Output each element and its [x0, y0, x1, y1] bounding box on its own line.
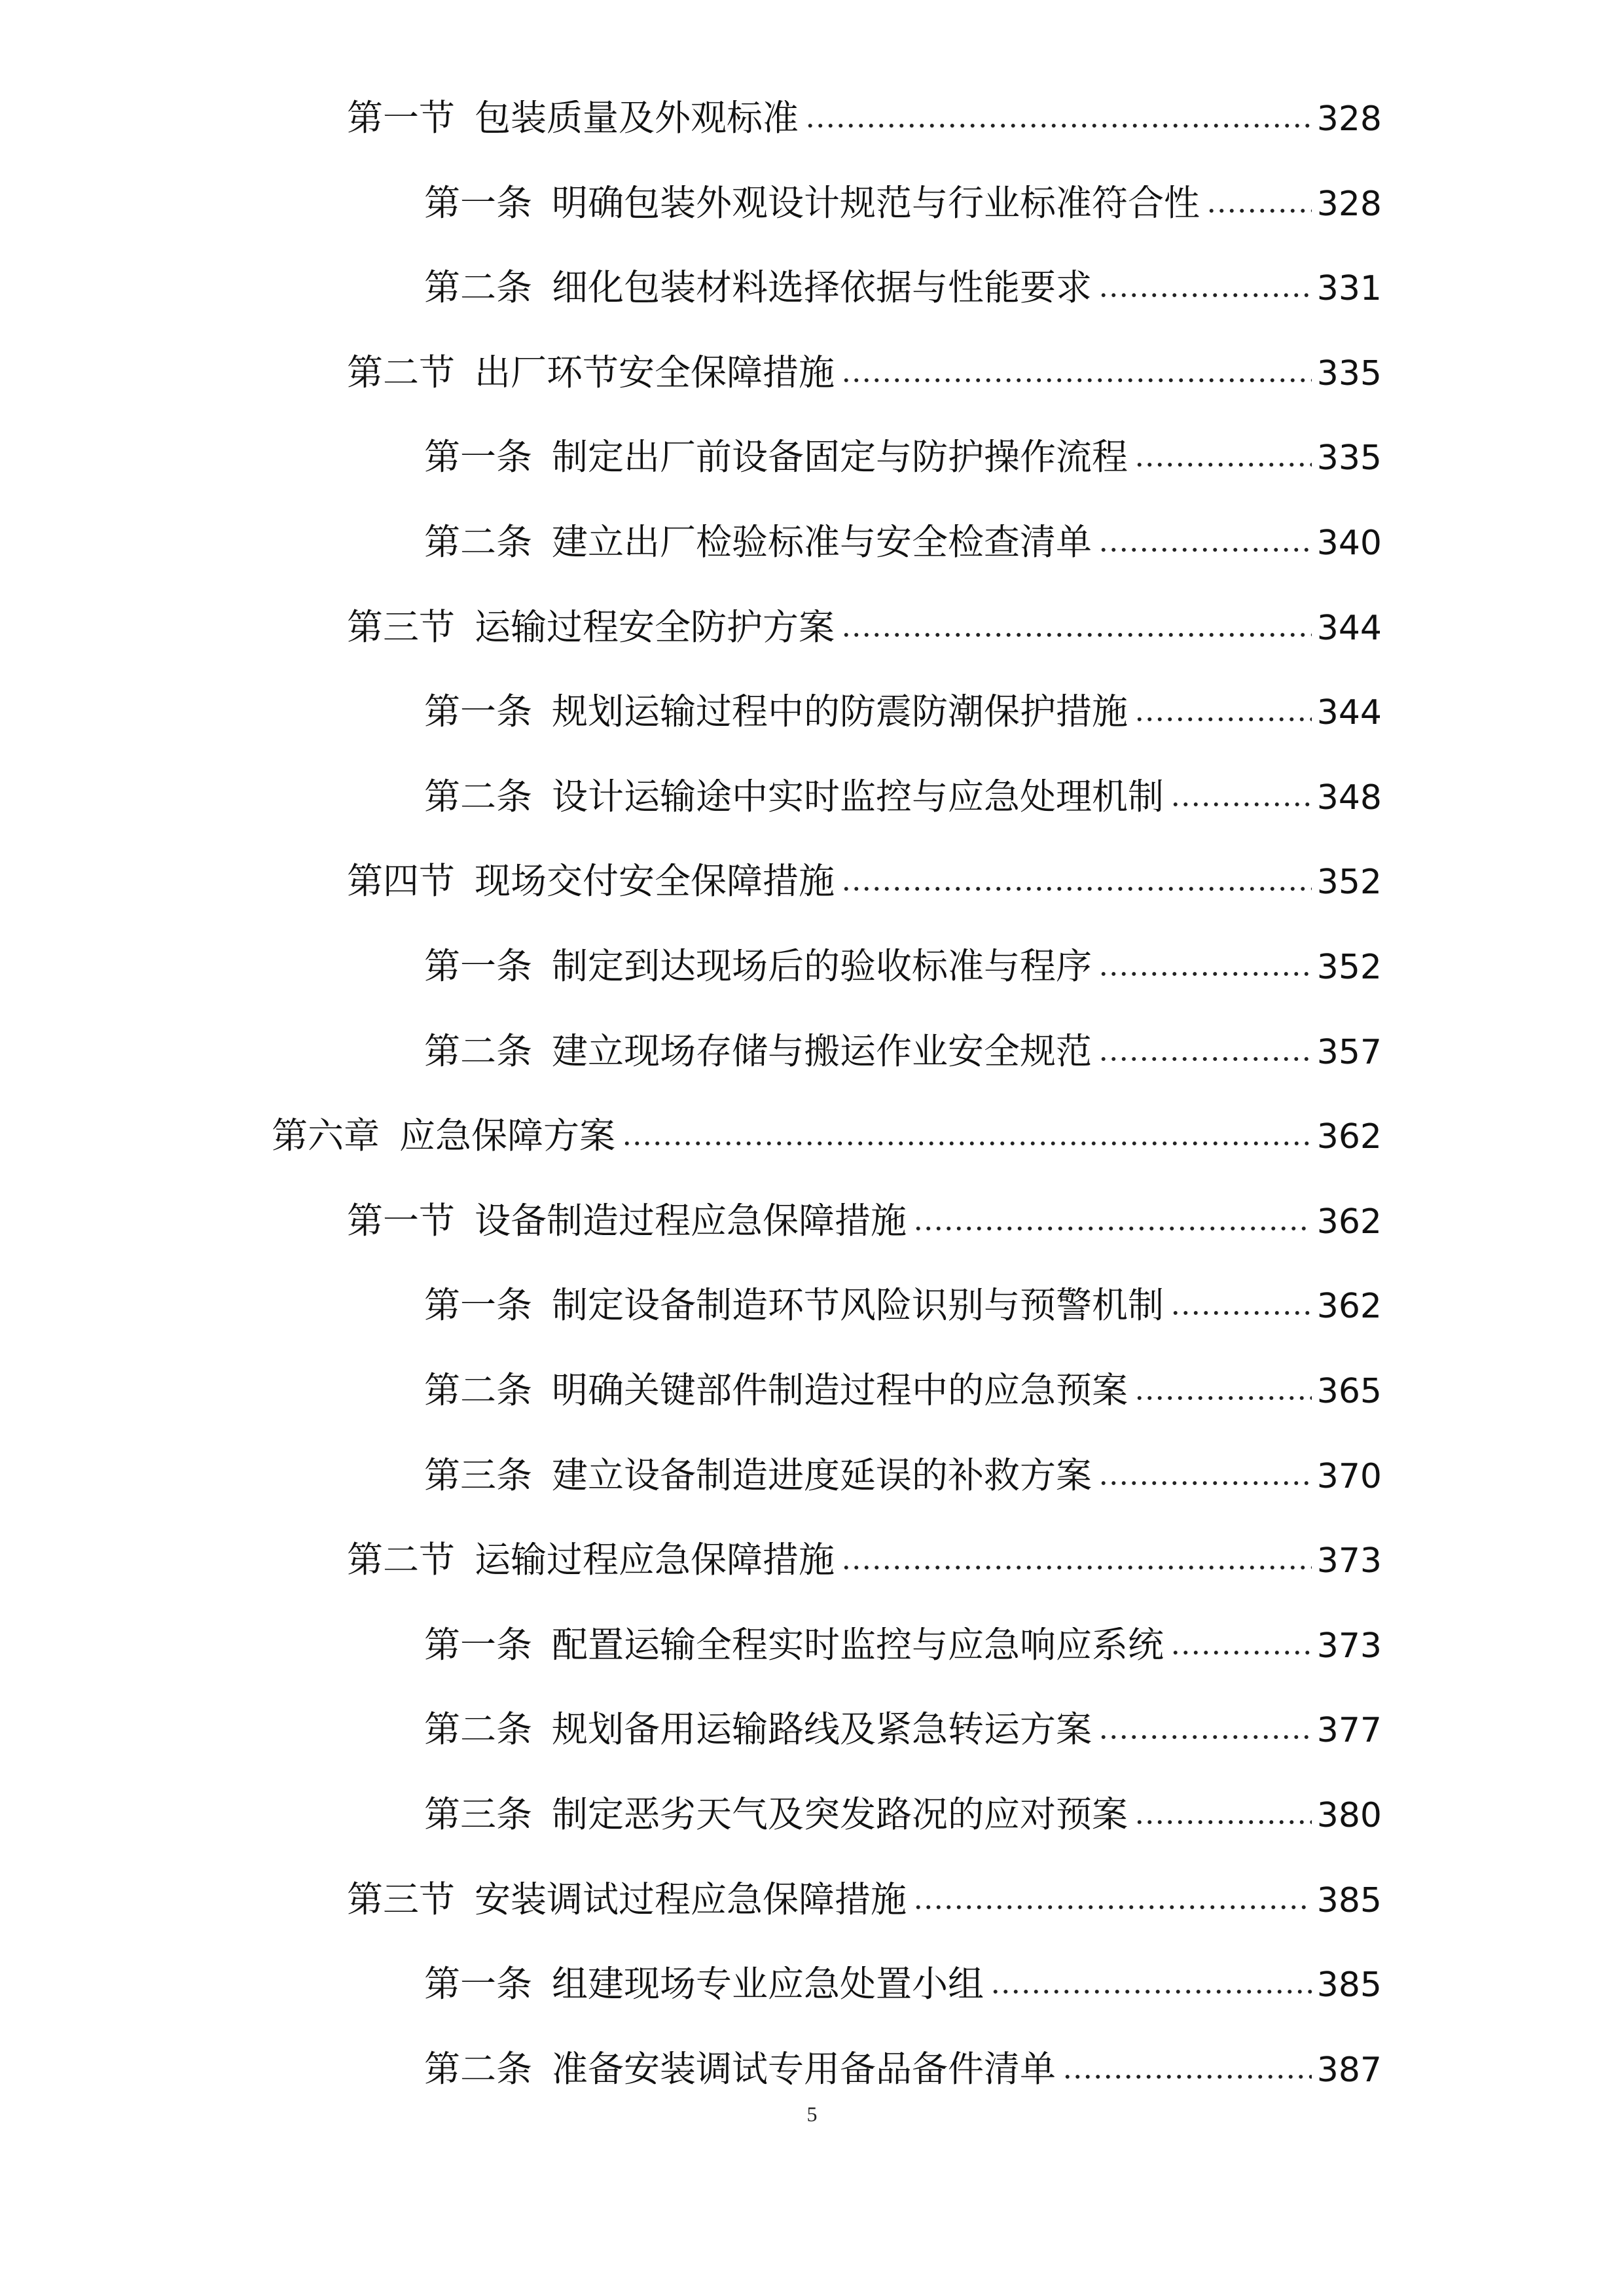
- toc-dot-leader: [841, 886, 1312, 891]
- toc-entry[interactable]: [0, 925, 1382, 984]
- toc-entry-label: 第一条: [424, 1963, 533, 2002]
- toc-entry-label: 第二条: [424, 776, 533, 815]
- toc-entry[interactable]: [0, 416, 1382, 475]
- toc-dot-leader: [1098, 971, 1312, 977]
- toc-dot-leader: [805, 123, 1312, 128]
- toc-entry-label: 第一条: [424, 691, 533, 730]
- toc-entry-title: 配置运输全程实时监控与应急响应系统: [552, 1627, 1164, 1663]
- toc-entry-page: 357: [1316, 1033, 1382, 1069]
- toc-entry-title: 安装调试过程应急保障措施: [475, 1882, 907, 1918]
- toc-entry-title: 规划备用运输路线及紧急转运方案: [552, 1712, 1092, 1748]
- toc-entry-title: 应急保障方案: [399, 1118, 616, 1154]
- toc-entry[interactable]: [0, 1943, 1382, 2002]
- toc-entry[interactable]: [0, 671, 1382, 730]
- toc-entry-page: 385: [1316, 1965, 1382, 2002]
- toc-entry-title: 运输过程安全防护方案: [475, 609, 835, 645]
- toc-entry-label: 第二条: [424, 2048, 533, 2087]
- toc-entry[interactable]: [0, 162, 1382, 221]
- toc-dot-leader: [1098, 293, 1312, 298]
- toc-entry-label: 第三条: [424, 1454, 533, 1494]
- toc-entry-title: 设计运输途中实时监控与应急处理机制: [552, 779, 1164, 815]
- toc-entry[interactable]: [0, 756, 1382, 815]
- toc-entry-page: 348: [1316, 778, 1382, 815]
- toc-entry[interactable]: [0, 1265, 1382, 1323]
- toc-entry-label: 第三节: [347, 1878, 456, 1918]
- toc-entry-page: 387: [1316, 2051, 1382, 2087]
- toc-entry-page: 380: [1316, 1796, 1382, 1833]
- toc-entry-page: 385: [1316, 1881, 1382, 1918]
- toc-entry-label: 第二条: [424, 1369, 533, 1408]
- toc-dot-leader: [990, 1989, 1312, 1994]
- toc-entry[interactable]: [0, 247, 1382, 306]
- toc-entry-title: 细化包装材料选择依据与性能要求: [552, 270, 1092, 306]
- toc-entry-title: 建立出厂检验标准与安全检查清单: [552, 524, 1092, 560]
- toc-dot-leader: [1134, 462, 1312, 467]
- toc-entry-page: 352: [1316, 948, 1382, 984]
- toc-dot-leader: [1098, 1056, 1312, 1062]
- toc-dot-leader: [1098, 1480, 1312, 1486]
- toc-entry[interactable]: [0, 1435, 1382, 1494]
- toc-entry-title: 包装质量及外观标准: [475, 100, 799, 136]
- toc-entry-label: 第一条: [424, 182, 533, 221]
- toc-dot-leader: [1206, 208, 1312, 213]
- toc-entry-title: 建立设备制造进度延误的补救方案: [552, 1458, 1092, 1494]
- toc-entry-label: 第一节: [347, 1200, 456, 1239]
- toc-dot-leader: [1170, 1650, 1312, 1655]
- toc-entry-title: 出厂环节安全保障措施: [475, 355, 835, 391]
- toc-entry[interactable]: [0, 2028, 1382, 2087]
- toc-dot-leader: [1170, 1310, 1312, 1316]
- toc-dot-leader: [913, 1226, 1312, 1231]
- toc-entry-page: 362: [1316, 1202, 1382, 1239]
- toc-entry-label: 第三条: [424, 1793, 533, 1833]
- toc-entry[interactable]: [0, 1095, 1382, 1154]
- toc-dot-leader: [1062, 2074, 1312, 2079]
- toc-entry-page: 344: [1316, 693, 1382, 730]
- toc-entry-title: 明确关键部件制造过程中的应急预案: [552, 1372, 1128, 1408]
- toc-entry-title: 明确包装外观设计规范与行业标准符合性: [552, 185, 1200, 221]
- toc-entry-label: 第二条: [424, 1708, 533, 1748]
- toc-entry-label: 第二条: [424, 1030, 533, 1069]
- toc-dot-leader: [841, 378, 1312, 383]
- toc-entry-title: 建立现场存储与搬运作业安全规范: [552, 1033, 1092, 1069]
- toc-dot-leader: [1098, 1734, 1312, 1740]
- toc-entry-page: 370: [1316, 1457, 1382, 1494]
- toc-entry[interactable]: [0, 332, 1382, 391]
- toc-entry-title: 制定到达现场后的验收标准与程序: [552, 948, 1092, 984]
- toc-entry-page: 340: [1316, 524, 1382, 560]
- toc-entry[interactable]: [0, 1604, 1382, 1663]
- toc-entry-label: 第一条: [424, 1624, 533, 1663]
- toc-entry-title: 制定设备制造环节风险识别与预警机制: [552, 1287, 1164, 1323]
- toc-entry-label: 第二节: [347, 351, 456, 391]
- toc-entry-label: 第四节: [347, 860, 456, 899]
- toc-entry-label: 第一节: [347, 97, 456, 136]
- toc-dot-leader: [841, 1565, 1312, 1570]
- page-number: 5: [806, 2102, 818, 2126]
- toc-entry-page: 365: [1316, 1372, 1382, 1408]
- toc-entry-page: 373: [1316, 1626, 1382, 1663]
- toc-dot-leader: [1134, 1820, 1312, 1825]
- toc-entry-title: 准备安装调试专用备品备件清单: [552, 2051, 1056, 2087]
- toc-entry[interactable]: [0, 1180, 1382, 1239]
- toc-entry[interactable]: [0, 1350, 1382, 1408]
- toc-dot-leader: [1098, 547, 1312, 552]
- toc-entry-page: 373: [1316, 1541, 1382, 1578]
- toc-entry[interactable]: [0, 1774, 1382, 1833]
- toc-entry-label: 第三节: [347, 606, 456, 645]
- toc-entry-label: 第一条: [424, 945, 533, 984]
- toc-entry-label: 第二条: [424, 521, 533, 560]
- toc-entry[interactable]: [0, 1689, 1382, 1748]
- toc-entry-label: 第一条: [424, 436, 533, 475]
- toc-entry-page: 362: [1316, 1287, 1382, 1323]
- toc-entry-label: 第六章: [272, 1115, 380, 1154]
- toc-dot-leader: [1170, 802, 1312, 807]
- toc-entry-label: 第二条: [424, 266, 533, 306]
- toc-entry-page: 344: [1316, 609, 1382, 645]
- toc-dot-leader: [1134, 1395, 1312, 1401]
- toc-dot-leader: [841, 632, 1312, 637]
- toc-entry[interactable]: [0, 1519, 1382, 1578]
- toc-entry-page: 335: [1316, 354, 1382, 391]
- toc-dot-leader: [1134, 717, 1312, 722]
- toc-entry-page: 328: [1316, 99, 1382, 136]
- toc-entry-page: 352: [1316, 863, 1382, 899]
- toc-entry-title: 制定出厂前设备固定与防护操作流程: [552, 439, 1128, 475]
- toc-entry[interactable]: [0, 586, 1382, 645]
- toc-entry-label: 第一条: [424, 1284, 533, 1323]
- toc-entry-title: 制定恶劣天气及突发路况的应对预案: [552, 1797, 1128, 1833]
- toc-entry-title: 运输过程应急保障措施: [475, 1542, 835, 1578]
- toc-entry[interactable]: [0, 1011, 1382, 1069]
- toc-entry-page: 335: [1316, 439, 1382, 475]
- toc-entry[interactable]: [0, 840, 1382, 899]
- toc-entry-title: 现场交付安全保障措施: [475, 863, 835, 899]
- toc-entry-title: 组建现场专业应急处置小组: [552, 1966, 984, 2002]
- toc-entry[interactable]: [0, 77, 1382, 136]
- toc-entry-page: 362: [1316, 1117, 1382, 1154]
- toc-entry-page: 331: [1316, 269, 1382, 306]
- toc-dot-leader: [913, 1905, 1312, 1910]
- toc-entry-title: 规划运输过程中的防震防潮保护措施: [552, 694, 1128, 730]
- toc-entry-title: 设备制造过程应急保障措施: [475, 1203, 907, 1239]
- toc-entry-label: 第二节: [347, 1539, 456, 1578]
- toc-entry[interactable]: [0, 501, 1382, 560]
- toc-entry[interactable]: [0, 1859, 1382, 1918]
- toc-dot-leader: [622, 1141, 1312, 1146]
- toc-entry-page: 328: [1316, 185, 1382, 221]
- toc-entry-page: 377: [1316, 1711, 1382, 1748]
